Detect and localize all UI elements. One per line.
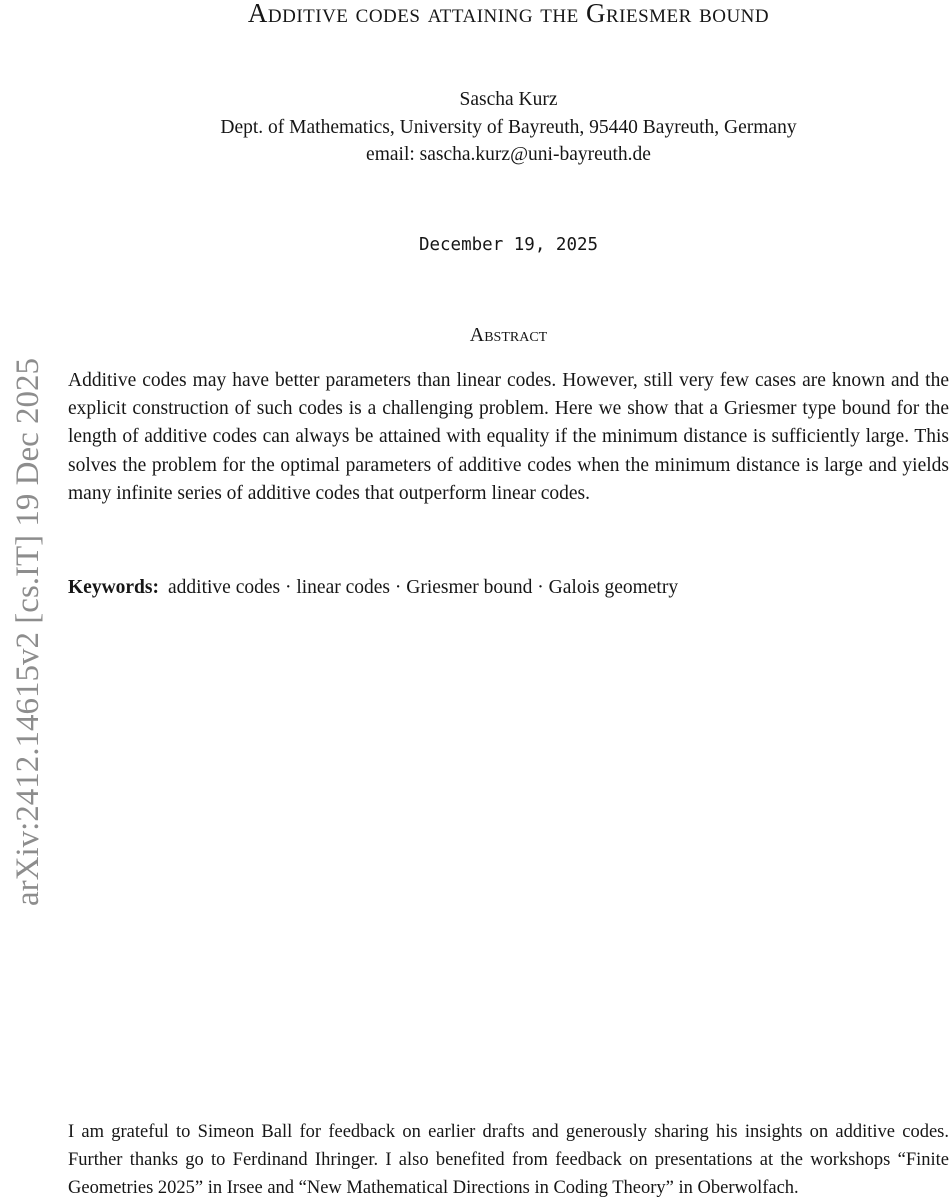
- abstract-heading: Abstract: [469, 324, 548, 346]
- keywords-label: Keywords:: [68, 577, 159, 598]
- paper-date: December 19, 2025: [418, 235, 599, 255]
- author-name: Sascha Kurz: [459, 89, 558, 110]
- keywords-line: [68, 574, 949, 602]
- author-email: email: sascha.kurz@uni-bayreuth.de: [366, 144, 651, 165]
- arxiv-sidebar-stamp: arXiv:2412.14615v2 [cs.IT] 19 Dec 2025: [10, 357, 46, 906]
- abstract-text: Additive codes may have better parameters than linear codes. However, still very few cases are known and the explicit construction of such codes is a challenging problem. Here we show that a Griesmer type bound for the length of additive codes can always be attained with equality if the minimum distance is sufficiently large. This solves the problem for the optimal parameters of additive codes when the minimum distance is large and yields many infinite series of additive codes that outperform linear codes.: [68, 370, 949, 504]
- author-block: [68, 86, 949, 169]
- paper-title: Additive codes attaining the Griesmer bound: [247, 0, 770, 28]
- keywords-text: additive codes · linear codes · Griesmer bound · Galois geometry: [168, 577, 679, 598]
- author-affiliation: Dept. of Mathematics, University of Bayreuth, 95440 Bayreuth, Germany: [220, 116, 797, 138]
- acknowledgments-footnote: I am grateful to Simeon Ball for feedback on earlier drafts and generously sharing his insights on additive codes. Further thanks go to Ferdinand Ihringer. I also benefited from feedback on presentations at the workshops “Finite Geometries 2025” in Irsee and “New Mathematical Directions in Coding Theory” in Oberwolfach.: [68, 1122, 949, 1198]
